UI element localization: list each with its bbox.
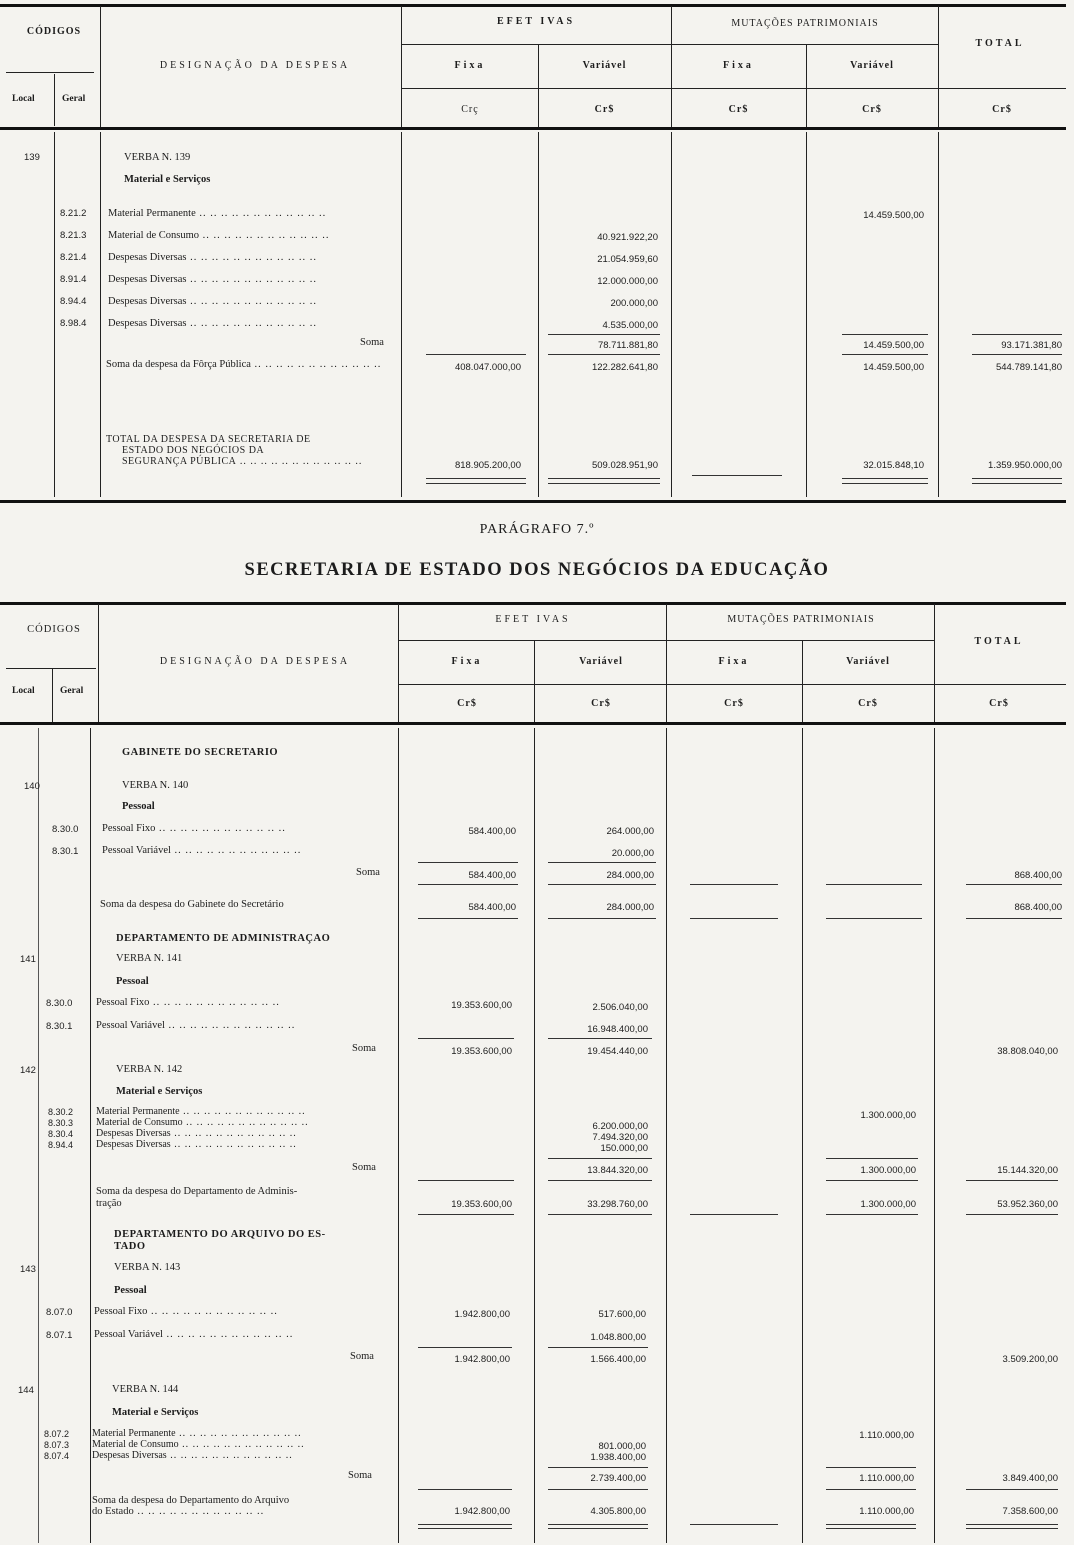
geral-label: Geral <box>62 94 86 104</box>
soma-mut-variavel: 1.300.000,00 <box>860 1165 916 1176</box>
row-code: 8.30.0 <box>46 998 73 1009</box>
soma-ef-fixa: 1.942.800,00 <box>454 1354 510 1365</box>
adm-soma-label-line2: tração <box>96 1198 122 1209</box>
row-code: 8.21.4 <box>60 252 87 263</box>
arquivo-soma-label-line1: Soma da despesa do Departamento do Arquivo <box>92 1495 290 1506</box>
row-code: 8.07.0 <box>46 1307 73 1318</box>
row-code: 8.30.0 <box>52 824 79 835</box>
soma-ef-variavel: 2.739.400,00 <box>590 1473 646 1484</box>
row-label: Pessoal Fixo .. .. <box>94 1306 278 1317</box>
soma-label: Soma <box>352 1043 376 1054</box>
row-ef-fixa: 584.400,00 <box>468 826 516 837</box>
row-code: 8.21.3 <box>60 230 87 241</box>
total-total: 1.359.950.000,00 <box>988 460 1062 471</box>
soma-label: Soma <box>350 1351 374 1362</box>
local-label: Local <box>12 686 35 696</box>
row-ef-variavel: 200.000,00 <box>610 298 658 309</box>
total-label-line2: ESTADO DOS NEGÓCIOS DA <box>122 445 265 456</box>
row-label: Despesas Diversas .. .. <box>92 1450 293 1461</box>
row-ef-variavel: 517.600,00 <box>598 1309 646 1320</box>
row-label: Despesas Diversas .. .. <box>108 296 317 307</box>
row-label: Material Permanente .. .. <box>96 1106 306 1117</box>
forca-ef-fixa: 408.047.000,00 <box>454 362 521 373</box>
row-ef-variavel: 150.000,00 <box>600 1143 648 1154</box>
row-label: Material de Consumo .. .. <box>96 1117 309 1128</box>
verba-title-144: VERBA N. 144 <box>112 1384 179 1395</box>
soma-total: 3.849.400,00 <box>1002 1473 1058 1484</box>
forca-mut-variavel: 14.459.500,00 <box>863 362 924 373</box>
row-code: 8.21.2 <box>60 208 87 219</box>
soma-mut-variavel: 1.110.000,00 <box>859 1473 914 1484</box>
row-code: 8.91.4 <box>60 274 87 285</box>
codigos-label: CÓDIGOS <box>26 26 82 37</box>
gabinete-soma-ef-fixa: 584.400,00 <box>468 902 516 913</box>
soma-total: 868.400,00 <box>1014 870 1062 881</box>
arquivo-soma-label-line2: do Estado .. .. <box>92 1506 264 1517</box>
row-ef-variavel: 1.048.800,00 <box>590 1332 646 1343</box>
row-ef-variavel: 1.938.400,00 <box>590 1452 646 1463</box>
efetivas-header: EFET IVAS <box>496 16 576 27</box>
soma-ef-variavel: 13.844.320,00 <box>587 1165 648 1176</box>
soma-total: 93.171.381,80 <box>1001 340 1062 351</box>
row-code: 8.30.1 <box>46 1021 73 1032</box>
row-label: Pessoal Fixo .. .. <box>96 997 280 1008</box>
soma-label: Soma <box>360 337 384 348</box>
row-code: 8.07.1 <box>46 1330 73 1341</box>
row-code: 8.30.4 <box>48 1129 74 1139</box>
row-label: Despesas Diversas .. .. <box>96 1128 297 1139</box>
adm-soma-total: 53.952.360,00 <box>997 1199 1058 1210</box>
currency-total: Cr$ <box>992 104 1012 115</box>
fixa-header-2: Fixa <box>723 60 754 71</box>
gabinete-soma-total: 868.400,00 <box>1014 902 1062 913</box>
soma-label: Soma <box>348 1470 372 1481</box>
verba-title-142: VERBA N. 142 <box>116 1064 183 1075</box>
arquivo-soma-mut-variavel: 1.110.000,00 <box>859 1506 914 1517</box>
row-label: Material de Consumo .. .. <box>92 1439 305 1450</box>
soma-ef-variavel: 1.566.400,00 <box>590 1354 646 1365</box>
arquivo-soma-ef-fixa: 1.942.800,00 <box>454 1506 510 1517</box>
verba-code-144: 144 <box>18 1385 34 1396</box>
total-header: TOTAL <box>975 38 1025 49</box>
row-label: Despesas Diversas .. .. <box>108 252 317 263</box>
row-code: 8.30.3 <box>48 1118 74 1128</box>
soma-ef-variavel: 19.454.440,00 <box>587 1046 648 1057</box>
total-label-line1: TOTAL DA DESPESA DA SECRETARIA DE <box>106 434 311 445</box>
row-ef-variavel: 12.000.000,00 <box>597 276 658 287</box>
row-ef-variavel: 6.200.000,00 <box>592 1121 648 1132</box>
row-ef-variavel: 4.535.000,00 <box>602 320 658 331</box>
verba-title-141: VERBA N. 141 <box>116 953 183 964</box>
row-code: 8.07.3 <box>44 1440 70 1450</box>
row-label: Material de Consumo .. .. <box>108 230 329 241</box>
row-ef-variavel: 2.506.040,00 <box>592 1002 648 1013</box>
section-dep-arquivo-line1: DEPARTAMENTO DO ARQUIVO DO ES- <box>114 1229 326 1240</box>
currency-fixa-1: Crç <box>461 104 479 115</box>
currency-total: Cr$ <box>989 698 1009 709</box>
forca-ef-variavel: 122.282.641,80 <box>591 362 658 373</box>
designacao-header: DESIGNAÇÃO DA DESPESA <box>159 656 351 667</box>
row-label: Despesas Diversas .. .. <box>108 274 317 285</box>
row-code: 8.94.4 <box>60 296 87 307</box>
verba-sub-142: Material e Serviços <box>116 1086 203 1097</box>
verba-title-143: VERBA N. 143 <box>114 1262 181 1273</box>
row-label: Pessoal Variável .. .. <box>102 845 301 856</box>
verba-sub-143: Pessoal <box>114 1285 147 1296</box>
row-code: 8.94.4 <box>48 1140 74 1150</box>
section-gabinete: GABINETE DO SECRETARIO <box>122 747 279 758</box>
gabinete-soma-label: Soma da despesa do Gabinete do Secretário <box>100 899 284 910</box>
soma-mut-variavel: 14.459.500,00 <box>863 340 924 351</box>
row-code: 8.98.4 <box>60 318 87 329</box>
currency-fixa-2: Cr$ <box>724 698 744 709</box>
soma-total: 38.808.040,00 <box>997 1046 1058 1057</box>
geral-label: Geral <box>60 686 84 696</box>
row-label: Material Permanente .. .. <box>108 208 326 219</box>
total-label-line3: SEGURANÇA PÚBLICA .. .. <box>122 456 362 467</box>
fixa-header-1: Fixa <box>451 656 483 667</box>
row-label: Pessoal Variável .. .. <box>94 1329 293 1340</box>
forca-total: 544.789.141,80 <box>995 362 1062 373</box>
row-code: 8.30.2 <box>48 1107 74 1117</box>
codigos-label: CÓDIGOS <box>27 624 81 635</box>
row-ef-variavel: 40.921.922,20 <box>597 232 658 243</box>
row-code: 8.07.4 <box>44 1451 70 1461</box>
designacao-header: DESIGNAÇÃO DA DESPESA <box>159 60 351 71</box>
arquivo-soma-total: 7.358.600,00 <box>1002 1506 1058 1517</box>
total-ef-fixa: 818.905.200,00 <box>454 460 521 471</box>
row-ef-variavel: 21.054.959,60 <box>597 254 658 265</box>
arquivo-soma-ef-variavel: 4.305.800,00 <box>590 1506 646 1517</box>
soma-total: 15.144.320,00 <box>997 1165 1058 1176</box>
variavel-header-1: Variável <box>579 656 623 667</box>
soma-ef-variavel: 78.711.881,80 <box>597 340 658 351</box>
row-code: 8.07.2 <box>44 1429 70 1439</box>
row-ef-fixa: 19.353.600,00 <box>451 1000 512 1011</box>
row-label: Material Permanente .. .. <box>92 1428 302 1439</box>
verba-sub-144: Material e Serviços <box>112 1407 199 1418</box>
verba-code-141: 141 <box>20 954 36 965</box>
row-ef-fixa: 1.942.800,00 <box>454 1309 510 1320</box>
verba-subtitle: Material e Serviços <box>124 174 211 185</box>
verba-code-143: 143 <box>20 1264 36 1275</box>
currency-variavel-2: Cr$ <box>858 698 878 709</box>
soma-ef-variavel: 284.000,00 <box>606 870 654 881</box>
paragraph-heading: PARÁGRAFO 7.º <box>479 522 595 537</box>
gabinete-soma-ef-variavel: 284.000,00 <box>606 902 654 913</box>
currency-variavel-1: Cr$ <box>594 104 615 115</box>
row-label: Pessoal Variável .. .. <box>96 1020 295 1031</box>
currency-fixa-2: Cr$ <box>728 104 749 115</box>
forca-label: Soma da despesa da Fôrça Pública .. .. <box>106 359 381 370</box>
verba-code-142: 142 <box>20 1065 36 1076</box>
row-label: Despesas Diversas .. .. <box>108 318 317 329</box>
variavel-header-1: Variável <box>582 60 627 71</box>
adm-soma-ef-variavel: 33.298.760,00 <box>587 1199 648 1210</box>
row-ef-variavel: 801.000,00 <box>598 1441 646 1452</box>
row-ef-variavel: 264.000,00 <box>606 826 654 837</box>
mutacoes-header: MUTAÇÕES PATRIMONIAIS <box>731 18 879 29</box>
row-label: Pessoal Fixo .. .. <box>102 823 286 834</box>
row-mut-variavel: 14.459.500,00 <box>863 210 924 221</box>
currency-variavel-1: Cr$ <box>591 698 611 709</box>
secretaria-heading: SECRETARIA DE ESTADO DOS NEGÓCIOS DA EDUCAÇÃO <box>244 560 830 580</box>
mutacoes-header: MUTAÇÕES PATRIMONIAIS <box>727 614 875 625</box>
row-ef-variavel: 7.494.320,00 <box>592 1132 648 1143</box>
adm-soma-ef-fixa: 19.353.600,00 <box>451 1199 512 1210</box>
verba-sub-140: Pessoal <box>122 801 155 812</box>
fixa-header-1: Fixa <box>454 60 486 71</box>
soma-ef-fixa: 19.353.600,00 <box>451 1046 512 1057</box>
local-label: Local <box>12 94 35 104</box>
row-code: 8.30.1 <box>52 846 79 857</box>
total-header: TOTAL <box>974 636 1024 647</box>
soma-label: Soma <box>356 867 380 878</box>
verba-code: 139 <box>24 152 40 163</box>
verba-title-140: VERBA N. 140 <box>122 780 189 791</box>
verba-title: VERBA N. 139 <box>124 152 191 163</box>
efetivas-header: EFET IVAS <box>495 614 571 625</box>
row-label: Despesas Diversas .. .. <box>96 1139 297 1150</box>
currency-variavel-2: Cr$ <box>862 104 882 115</box>
row-mut-variavel: 1.300.000,00 <box>860 1110 916 1121</box>
verba-sub-141: Pessoal <box>116 976 149 987</box>
fixa-header-2: Fixa <box>718 656 750 667</box>
soma-total: 3.509.200,00 <box>1002 1354 1058 1365</box>
adm-soma-mut-variavel: 1.300.000,00 <box>860 1199 916 1210</box>
total-ef-variavel: 509.028.951,90 <box>591 460 658 471</box>
soma-ef-fixa: 584.400,00 <box>468 870 516 881</box>
currency-fixa-1: Cr$ <box>457 698 477 709</box>
variavel-header-2: Variável <box>850 60 894 71</box>
row-mut-variavel: 1.110.000,00 <box>859 1430 914 1441</box>
section-dep-administracao: DEPARTAMENTO DE ADMINISTRAÇAO <box>116 933 331 944</box>
row-ef-variavel: 16.948.400,00 <box>587 1024 648 1035</box>
total-mut-variavel: 32.015.848,10 <box>863 460 924 471</box>
soma-label: Soma <box>352 1162 376 1173</box>
row-ef-variavel: 20.000,00 <box>611 848 654 859</box>
variavel-header-2: Variável <box>846 656 890 667</box>
section-dep-arquivo-line2: TADO <box>114 1241 146 1252</box>
adm-soma-label-line1: Soma da despesa do Departamento de Adminis- <box>96 1186 298 1197</box>
verba-code-140: 140 <box>24 781 40 792</box>
